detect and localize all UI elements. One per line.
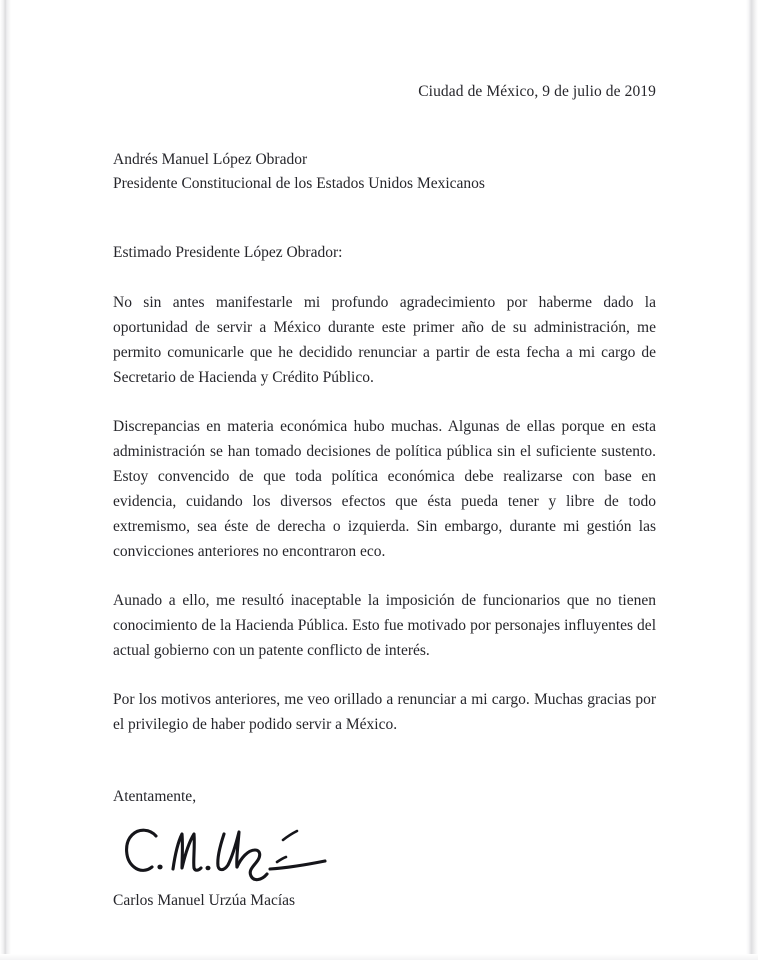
page-right-edge-shadow: [746, 0, 758, 960]
salutation: Estimado Presidente López Obrador:: [113, 243, 343, 261]
handwritten-signature-icon: [120, 822, 370, 892]
body-paragraph-1: No sin antes manifestarle mi profundo agradecimiento por haberme dado la oportunidad de servir a México durante este primer año de su administración, me permito comunicarle que he decidido renunciar a partir de esta fecha a mi cargo de Secretario de Hacienda y Crédito Público.: [113, 294, 656, 387]
body-paragraph-4: Por los motivos anteriores, me veo orillado a renunciar a mi cargo. Muchas gracias por el privilegio de haber podido servir a México.: [113, 690, 656, 733]
recipient-name: Andrés Manuel López Obrador: [113, 150, 308, 168]
page-bottom-edge-shadow: [0, 954, 758, 960]
body-paragraph-3: Aunado a ello, me resultó inaceptable la imposición de funcionarios que no tienen conocimiento de la Hacienda Pública. Esto fue motivado por personajes influyentes del actual gobierno con un patente conflicto de interés.: [113, 591, 656, 659]
recipient-title: Presidente Constitucional de los Estados Unidos Mexicanos: [113, 174, 485, 192]
recipient-block: [113, 148, 656, 196]
date-line: Ciudad de México, 9 de julio de 2019: [418, 83, 656, 100]
signer-name: Carlos Manuel Urzúa Macías: [113, 891, 296, 909]
page-left-edge-shadow: [0, 0, 11, 960]
body-paragraph-2: Discrepancias en materia económica hubo muchas. Algunas de ellas porque en esta administración se han tomado decisiones de política pública sin el suficiente sustento. Estoy convencido de que toda política económica debe realizarse con base en evidencia, cuidando los diversos efectos que ésta pueda tener y libre de todo extremismo, sea éste de derecha o izquierda. Sin embargo, durante mi gestión las convicciones anteriores no encontraron eco.: [113, 418, 656, 560]
signature-block: [113, 822, 656, 918]
letter-content: [113, 0, 656, 918]
closing-line: Atentamente,: [113, 787, 197, 805]
